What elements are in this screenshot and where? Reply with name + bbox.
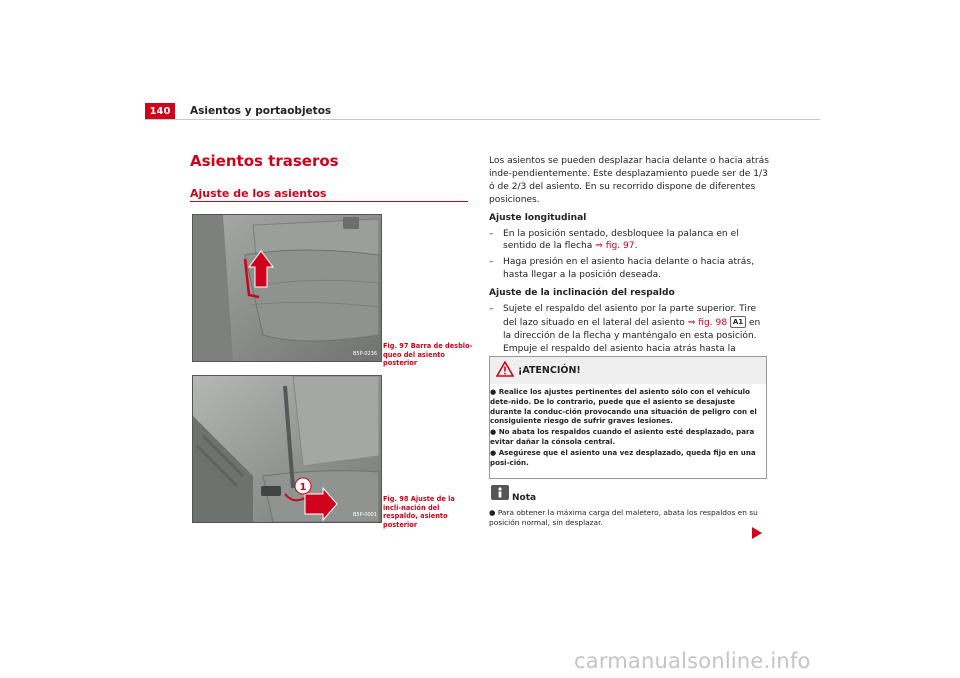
- step-dash: –: [489, 304, 494, 315]
- step-text-end: .: [634, 241, 638, 252]
- inclination-heading: Ajuste de la inclinación del respaldo: [489, 288, 675, 299]
- step-text: En la posición sentado, desbloquee la palanca en el sentido de la flecha: [503, 228, 739, 252]
- watermark: carmanualsonline.info: [574, 649, 811, 673]
- body-text: [489, 155, 771, 369]
- warning-item-text: Asegúrese que el asiento una vez desplazado, queda fijo en una posi-ción.: [490, 447, 756, 467]
- subsection-divider: [190, 201, 468, 202]
- note-title: Nota: [512, 493, 537, 503]
- warning-item-text: No abata los respaldos cuando el asiento esté desplazado, para evitar dañar la cónsola central.: [490, 427, 755, 446]
- figure-98-image: [192, 375, 382, 523]
- longitudinal-heading: Ajuste longitudinal: [489, 212, 587, 223]
- step-dash: –: [489, 257, 494, 268]
- note-text: [489, 508, 767, 529]
- page-number: 140: [145, 103, 175, 120]
- step-text: Haga presión en el asiento hacia delante o hacia atrás, hasta llegar a la posición deseada.: [503, 257, 754, 281]
- step-unlock-lever: [489, 228, 771, 254]
- warning-header: [490, 357, 766, 384]
- bullet-icon: ●: [489, 508, 496, 517]
- figure-97-code: B5P-0236: [353, 351, 378, 357]
- warning-triangle-icon: [496, 361, 514, 381]
- intro-paragraph: Los asientos se pueden desplazar hacia delante o hacia atrás inde-pendientemente. Este desplazamiento puede ser de 1/3 ó de 2/3 del asiento. En su recorrido dispone de diferentes posiciones.: [489, 156, 769, 205]
- figure-97-image: [192, 214, 382, 362]
- fig-97-link[interactable]: ⇒ fig. 97: [595, 241, 635, 252]
- warning-list: [490, 387, 762, 468]
- warning-item: [490, 387, 762, 426]
- note-info-icon: [491, 485, 509, 500]
- warning-item: [490, 448, 762, 468]
- callout-badge: A1: [730, 316, 746, 328]
- bullet-icon: ●: [490, 427, 497, 437]
- step-push-seat: [489, 256, 771, 282]
- figure-97-caption: Fig. 97 Barra de desblo-queo del asiento posterior: [383, 342, 473, 368]
- step-text-end: en la dirección de la flecha y manténgalo en esta posición. Empuje el respaldo del asiento hacia atrás hasta la: [503, 317, 761, 354]
- subsection-title: Ajuste de los asientos: [190, 187, 327, 200]
- section-title: Asientos traseros: [190, 152, 339, 170]
- figure-98-code: B5P-0001: [353, 512, 378, 518]
- running-header-title: Asientos y portaobjetos: [190, 105, 332, 117]
- next-page-arrow-icon[interactable]: [752, 524, 762, 543]
- warning-title: ¡ATENCIÓN!: [518, 365, 581, 376]
- bullet-icon: ●: [490, 387, 497, 396]
- note-body: Para obtener la máxima carga del maletero, abata los respaldos en su posición normal, sin desplazar.: [489, 508, 758, 528]
- figure-98-caption: Fig. 98 Ajuste de la incli-nación del respaldo, asiento posterior: [383, 495, 455, 529]
- warning-item-text: Realice los ajustes pertinentes del asiento sólo con el vehículo dete-nido. De lo contrario, puede que el asiento se desajuste durante la conduc-ción provocando una situación de peligro con el consiguiente riesgo de sufrir graves lesiones.: [490, 387, 757, 426]
- step-dash: –: [489, 228, 494, 239]
- header-divider: [145, 119, 820, 120]
- warning-box: [489, 356, 767, 479]
- bullet-icon: ●: [490, 447, 497, 457]
- step-text: Sujete el respaldo del asiento por la parte superior. Tire del lazo situado en el lateral del asiento: [503, 304, 757, 328]
- warning-item: [490, 427, 762, 447]
- figure-98-callout: 1: [299, 482, 307, 493]
- fig-98-link[interactable]: ⇒ fig. 98: [687, 317, 728, 328]
